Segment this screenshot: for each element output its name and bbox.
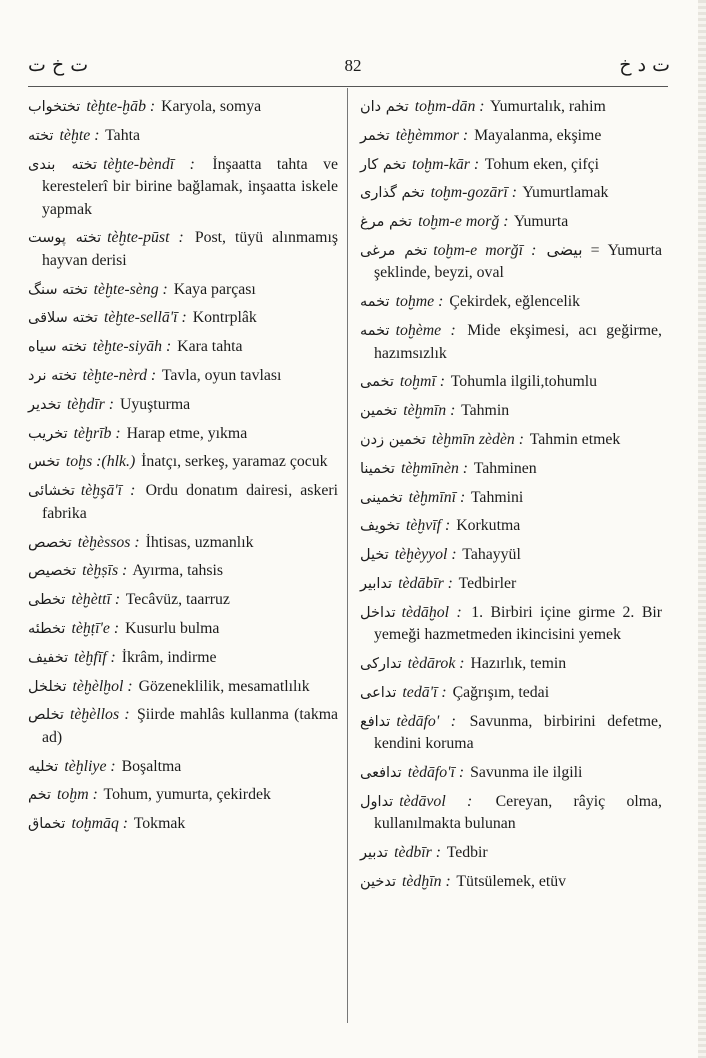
entry-definition: Ordu donatım dairesi, askeri fabrika [42, 482, 339, 522]
entry-definition: Mayalanma, ekşime [474, 126, 602, 144]
entry-definition: İkrâm, indirme [121, 648, 217, 666]
entry-arabic-script: تخصص [28, 534, 72, 551]
entry-arabic-script: تخمر [360, 127, 390, 144]
entry-headword: tèḫdīr : [67, 395, 114, 413]
entry-headword: tèdārok : [407, 655, 465, 673]
entry-arabic-script: تخلخل [28, 678, 67, 695]
entry-arabic-script: تخته بندى [28, 156, 98, 173]
dictionary-entry [360, 458, 662, 481]
dictionary-entry [28, 451, 338, 474]
entry-arabic-script: تخته نرد [28, 368, 77, 385]
entry-headword: tèdāvol : [399, 792, 473, 810]
entry-definition: Yumurtalık, rahim [489, 98, 606, 115]
entry-arabic-script: تخم گذارى [360, 185, 425, 202]
entry-headword: tèḫmīn zèdèn : [431, 430, 525, 448]
entry-headword: tèḫèttī : [71, 591, 121, 609]
dictionary-entry [360, 154, 662, 177]
dictionary-entry [28, 704, 338, 749]
entry-definition: Yumurta [513, 213, 569, 231]
dictionary-entry [360, 429, 662, 452]
dictionary-entry [360, 240, 662, 285]
dictionary-entry [28, 784, 338, 807]
entry-arabic-script: تدافع [360, 713, 391, 730]
entry-arabic-script: تدافعى [360, 764, 402, 781]
entry-arabic-script: تخم مرغى [360, 242, 428, 259]
entry-headword: tèdābīr : [398, 574, 453, 592]
entry-definition: Tahminen [473, 459, 537, 477]
entry-headword: tèḫliye : [64, 757, 116, 775]
entry-arabic-script: تخطئه [28, 620, 66, 637]
entry-definition: Kusurlu bulma [125, 619, 220, 637]
entry-headword: tèḫèyyol : [394, 546, 457, 564]
entry-definition: Tahmin etmek [529, 430, 621, 448]
entry-arabic-script: تخمه [360, 294, 390, 311]
entry-headword: tèḫte-nèrd : [82, 367, 157, 385]
entry-definition: Tecâvüz, taarruz [125, 591, 230, 609]
dictionary-entry [360, 842, 662, 865]
entry-headword: tèḫvīf : [405, 517, 451, 535]
entry-arabic-script: تداول [360, 793, 394, 810]
entry-headword: toḫme : [395, 293, 444, 311]
dictionary-entry [28, 336, 338, 359]
entry-arabic-script: تخم مرغ [360, 214, 413, 231]
entry-definition: Tahmini [470, 488, 524, 506]
entry-arabic-script: تخدير [28, 396, 62, 413]
column-divider [347, 88, 348, 1023]
entry-definition: Kara tahta [177, 338, 243, 356]
header-right-letters: ت د خ [619, 54, 670, 76]
entry-headword: toḫmāq : [71, 815, 129, 833]
dictionary-entry [360, 573, 662, 596]
entry-headword: toḫm-e morğī : [433, 241, 537, 259]
dictionary-entry [360, 711, 662, 756]
entry-headword: tèdbīr : [394, 844, 442, 862]
entry-definition: Savunma ile ilgili [470, 763, 583, 781]
entry-arabic-script: تدبير [360, 845, 389, 862]
entry-definition: Tahayyül [462, 546, 521, 564]
dictionary-entry [28, 394, 338, 417]
entry-definition: Korkutma [456, 517, 521, 535]
entry-arabic-script: تداعى [360, 684, 397, 701]
entry-arabic-script: تخته [28, 127, 54, 144]
dictionary-entry [28, 813, 338, 836]
entry-headword: tedā'ī : [402, 683, 447, 701]
dictionary-entry [28, 365, 338, 388]
dictionary-entry [28, 307, 338, 330]
entry-headword: tèḫte-sellā'ī : [103, 309, 187, 327]
dictionary-entry [28, 279, 338, 302]
entry-arabic-script: تخته سنگ [28, 281, 88, 298]
entry-arabic-script: تختخواب [28, 99, 81, 115]
entry-definition: 1. Birbiri içine girme 2. Bir yemeği hazmetmeden ikincisini yemek [374, 603, 663, 644]
dictionary-entry [28, 96, 338, 119]
dictionary-entry [360, 211, 662, 234]
entry-arabic-script: تخلص [28, 707, 64, 724]
entry-headword: toḫmī : [399, 373, 446, 391]
entry-definition: Ayırma, tahsis [132, 562, 224, 580]
entry-headword: tèḫèlḫol : [72, 677, 133, 695]
entry-arabic-script: تداخل [360, 604, 396, 621]
dictionary-entry [28, 125, 338, 148]
entry-arabic-script: تدابير [360, 575, 393, 592]
entry-definition: Karyola, somya [161, 98, 262, 115]
entry-definition: Savunma, birbirini defetme, kendini koruma [374, 712, 663, 753]
dictionary-entry [360, 487, 662, 510]
entry-definition: Kaya parçası [173, 280, 256, 298]
dictionary-entry [28, 676, 338, 699]
entry-arabic-script: تخصيص [28, 563, 77, 580]
entry-arabic-script: تخته پوست [28, 230, 102, 247]
entry-headword: tèḫmīn : [403, 402, 456, 420]
entry-arabic-script: تخليه [28, 758, 59, 775]
dictionary-entry [360, 515, 662, 538]
entry-definition: Hazırlık, temin [470, 655, 567, 673]
entry-arabic-script: تخم دان [360, 99, 409, 115]
entry-arabic-script: تخم كار [360, 156, 406, 173]
entry-definition: Tohumla ilgili,tohumlu [450, 373, 598, 391]
entry-headword: tèḫṭī'e : [71, 619, 120, 637]
entry-headword: tèḫte : [59, 126, 100, 144]
entry-headword: tèḫmīnèn : [400, 459, 469, 477]
entry-headword: tèḫfīf : [74, 648, 116, 666]
entry-arabic-script: تخمينا [360, 460, 395, 477]
dictionary-entry [360, 400, 662, 423]
page-header [0, 54, 706, 84]
entry-definition: İnatçı, serkeş, yaramaz çocuk [141, 453, 328, 471]
header-left-letters: ت خ ت [28, 54, 89, 76]
entry-definition: Harap etme, yıkma [126, 424, 248, 442]
entry-definition: Uyuşturma [119, 395, 191, 413]
entry-definition: Tohum eken, çifçi [484, 155, 600, 173]
entry-arabic-script: تخم [28, 787, 52, 804]
entry-arabic-script: تخماق [28, 816, 66, 833]
dictionary-entry [28, 589, 338, 612]
entry-headword: tèḫèssos : [77, 533, 140, 551]
header-rule [28, 86, 668, 87]
entry-headword: tèḫmīnī : [408, 488, 466, 506]
entry-definition: Cereyan, râyiç olma, kullanılmakta bulunan [374, 792, 662, 833]
entry-definition: Yumurtlamak [522, 184, 609, 202]
entry-headword: toḫm-e morğ : [418, 213, 509, 231]
entry-definition: Çekirdek, eğlencelik [449, 293, 581, 311]
entry-arabic-script: تخته سلاقى [28, 310, 98, 327]
entry-headword: tèdāfo'ī : [407, 763, 465, 781]
entry-headword: tèḫte-siyāh : [92, 338, 172, 356]
entry-headword: tèḫte-ḫāb : [86, 98, 156, 115]
dictionary-entry [360, 871, 662, 894]
entry-definition: İnşaatta tahta ve kerestelerî bir birine bağlamak, inşaatta iskele yapmak [42, 155, 339, 218]
entry-arabic-script: تخطى [28, 592, 66, 609]
entry-definition: Post, tüyü alınmamış hayvan derisi [42, 229, 338, 269]
dictionary-entry [28, 647, 338, 670]
entry-arabic-script: تخس [28, 454, 60, 471]
dictionary-entry [28, 532, 338, 555]
dictionary-entry [360, 544, 662, 567]
entry-arabic-script: تخمينى [360, 489, 403, 506]
entry-headword: tèḫèllos : [69, 706, 130, 724]
dictionary-entry [28, 756, 338, 779]
entry-definition: Kontrplâk [192, 309, 257, 327]
dictionary-entry [360, 371, 662, 394]
entry-definition: Çağrışım, tedai [452, 683, 550, 701]
entry-arabic-script: تداركى [360, 656, 402, 673]
dictionary-entry [360, 602, 662, 647]
entry-headword: tèdḫīn : [402, 872, 451, 890]
entry-definition: Tavla, oyun tavlası [161, 367, 282, 385]
dictionary-entry [28, 618, 338, 641]
entry-definition: بيضى = Yumurta şeklinde, beyzi, oval [374, 241, 662, 282]
entry-definition: Tahmin [461, 402, 510, 420]
dictionary-entry [360, 653, 662, 676]
dictionary-entry [28, 227, 338, 272]
entry-arabic-script: تخمى [360, 374, 394, 391]
entry-definition: Tahta [105, 126, 140, 144]
entry-headword: tèḫte-bèndī : [103, 155, 195, 173]
entry-headword: tèḫşā'ī : [80, 482, 136, 500]
entry-headword: tèdāfo' : [396, 712, 457, 730]
dictionary-entry [360, 320, 662, 365]
page-edge [698, 0, 706, 1058]
entry-arabic-script: تخفيف [28, 649, 69, 666]
dictionary-entry [360, 96, 662, 119]
entry-headword: tèḫṣīs : [82, 562, 128, 580]
entry-arabic-script: تخته سياه [28, 339, 87, 356]
dictionary-entry [360, 682, 662, 705]
entry-definition: Şiirde mahlâs kullanma (takma ad) [42, 706, 339, 746]
left-column [28, 96, 338, 842]
page-number: 82 [344, 56, 362, 75]
entry-definition: Tohum, yumurta, çekirdek [103, 786, 271, 804]
entry-definition: İhtisas, uzmanlık [145, 533, 254, 551]
entry-headword: tèdāḫol : [401, 603, 462, 621]
entry-definition: Tokmak [133, 815, 186, 833]
dictionary-entry [28, 560, 338, 583]
entry-arabic-script: تخمين [360, 403, 398, 420]
entry-definition: Tedbirler [458, 574, 517, 592]
dictionary-entry [360, 762, 662, 785]
entry-headword: tèḫte-sèng : [93, 280, 168, 298]
entry-headword: toḫm-gozārī : [430, 184, 518, 202]
entry-headword: toḫm-kār : [411, 155, 480, 173]
right-column [360, 96, 662, 900]
entry-definition: Mide ekşimesi, acı geğirme, hazımsızlık [374, 322, 662, 362]
entry-arabic-script: تخمه [360, 323, 390, 340]
dictionary-entry [28, 423, 338, 446]
entry-headword: tèḫèmmor : [395, 126, 469, 144]
dictionary-entry [360, 291, 662, 314]
entry-definition: Tütsülemek, etüv [456, 872, 567, 890]
dictionary-entry [28, 154, 338, 222]
entry-arabic-script: تخيل [360, 547, 389, 564]
entry-definition: Boşaltma [121, 757, 182, 775]
dictionary-entry [360, 791, 662, 836]
entry-headword: toḫm : [57, 786, 98, 804]
entry-headword: toḫm-dān : [414, 98, 485, 115]
dictionary-entry [360, 125, 662, 148]
dictionary-entry [28, 480, 338, 525]
entry-definition: Gözeneklilik, mesamatlılık [138, 677, 310, 695]
entry-headword: tèḫte-pūst : [107, 229, 184, 247]
entry-arabic-script: تدخين [360, 873, 397, 890]
entry-definition: Tedbir [446, 844, 488, 862]
entry-headword: toḫs :(hlk.) [65, 453, 136, 471]
entry-headword: toḫème : [395, 322, 456, 340]
entry-headword: tèḫrīb : [73, 424, 121, 442]
entry-arabic-script: تخريب [28, 425, 68, 442]
dictionary-entry [360, 182, 662, 205]
entry-arabic-script: تخويف [360, 518, 400, 535]
entry-arabic-script: تخمين زدن [360, 431, 426, 448]
entry-arabic-script: تخشائى [28, 483, 75, 500]
